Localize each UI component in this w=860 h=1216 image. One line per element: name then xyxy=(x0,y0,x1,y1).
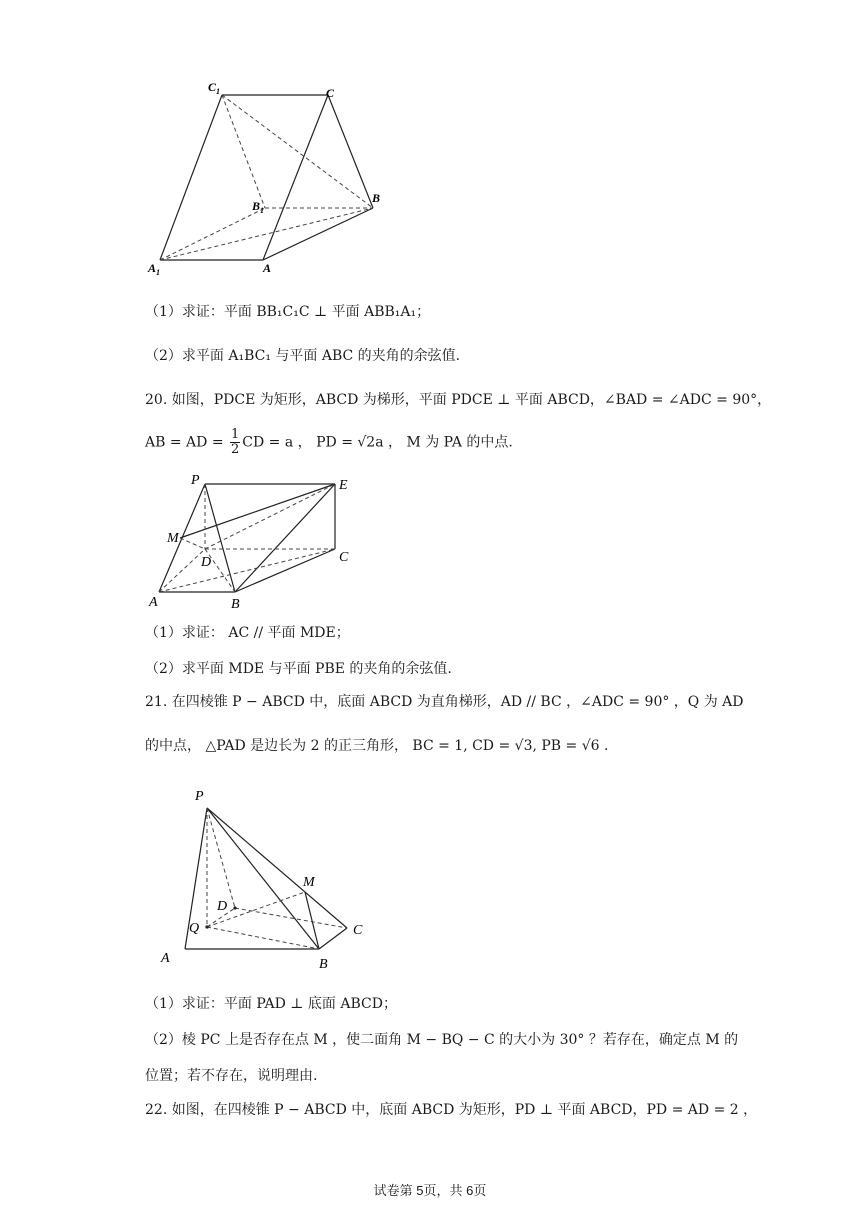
q21-part2-line1: （2）棱 PC 上是否存在点 M ，使二面角 M − BQ − C 的大小为 30° ？若存在，确定点 M 的 xyxy=(145,1032,739,1048)
q22-stem-line1: 22. 如图，在四棱锥 P − ABCD 中，底面 ABCD 为矩形，PD ⊥ 平面 ABCD，PD = AD = 2 ， xyxy=(145,1102,758,1118)
q21-stem-line2: 的中点， △PAD 是边长为 2 的正三角形， BC = 1, CD = √3, PB = √6 . xyxy=(145,738,609,754)
edge-p-b xyxy=(205,484,235,592)
q19-part1: （1）求证：平面 BB₁C₁C ⊥ 平面 ABB₁A₁； xyxy=(145,304,431,320)
label-c: C xyxy=(353,923,363,938)
edge-p-a xyxy=(159,484,205,592)
label-d: D xyxy=(217,899,228,914)
edge-d-c xyxy=(235,908,347,928)
edge-m-e xyxy=(180,484,335,538)
label-c: C xyxy=(339,550,349,565)
figure-19-prism xyxy=(140,75,400,280)
label-a: A xyxy=(161,951,170,966)
label-e: E xyxy=(339,478,348,493)
edge-a1-b1 xyxy=(160,208,265,260)
q20-stem-part-b: CD = a ， PD = √2a ， M 为 PA 的中点. xyxy=(242,434,513,451)
q20-stem-line2 xyxy=(145,428,513,457)
edge-a-d xyxy=(159,549,205,592)
label-c: C xyxy=(326,86,335,100)
label-c1: $C_1$ xyxy=(208,80,221,96)
frac-denominator: 2 xyxy=(231,442,240,457)
label-m: M xyxy=(167,531,179,546)
label-d: D xyxy=(201,555,212,570)
q20-stem-part-a: AB = AD = xyxy=(145,434,228,451)
label-p: P xyxy=(191,473,200,488)
label-q: Q xyxy=(189,921,200,936)
q21-stem-line1: 21. 在四棱锥 P − ABCD 中，底面 ABCD 为直角梯形，AD // BC ，∠ADC = 90° ，Q 为 AD xyxy=(145,694,744,710)
figure-21-pyramid xyxy=(155,782,375,977)
edge-c-a xyxy=(263,95,328,260)
label-a1: $A_1$ xyxy=(148,261,161,277)
edge-a-c xyxy=(159,549,335,592)
edge-m-d xyxy=(180,538,205,549)
edge-b-c xyxy=(319,928,347,949)
q21-part1: （1）求证：平面 PAD ⊥ 底面 ABCD； xyxy=(145,996,397,1012)
label-a: A xyxy=(149,595,158,610)
edge-a-b xyxy=(263,208,373,260)
point-q xyxy=(205,925,208,928)
q20-part1: （1）求证： AC // 平面 MDE； xyxy=(145,625,350,641)
frac-numerator: 1 xyxy=(231,427,240,442)
label-b: B xyxy=(231,597,240,612)
label-a: A xyxy=(263,261,272,275)
q20-stem-line1: 20. 如图，PDCE 为矩形，ABCD 为梯形，平面 PDCE ⊥ 平面 ABCD，∠BAD = ∠ADC = 90°， xyxy=(145,392,772,408)
figure-20-solid xyxy=(145,470,370,615)
edge-b-e xyxy=(235,484,335,592)
label-p: P xyxy=(195,789,204,804)
point-d xyxy=(233,906,236,909)
q19-part2: （2）求平面 A₁BC₁ 与平面 ABC 的夹角的余弦值. xyxy=(145,348,461,364)
edge-d-e xyxy=(205,484,335,549)
edge-c1-b1 xyxy=(222,95,265,208)
fraction-one-half xyxy=(230,428,240,457)
label-b1: $B_1$ xyxy=(252,199,265,215)
page-footer: 试卷第 5页，共 6页 xyxy=(373,1183,487,1198)
edge-c1-a1 xyxy=(160,95,222,260)
q21-part2-line2: 位置；若不存在，说明理由. xyxy=(145,1068,318,1084)
label-m: M xyxy=(303,875,315,890)
edge-q-b xyxy=(207,927,319,949)
label-b: B xyxy=(372,191,381,205)
label-b: B xyxy=(319,957,328,972)
q20-part2: （2）求平面 MDE 与平面 PBE 的夹角的余弦值. xyxy=(145,661,452,677)
edge-b-c xyxy=(235,549,335,592)
edge-c-b xyxy=(328,95,373,208)
edge-p-c xyxy=(207,808,347,928)
edge-p-d xyxy=(207,808,235,908)
